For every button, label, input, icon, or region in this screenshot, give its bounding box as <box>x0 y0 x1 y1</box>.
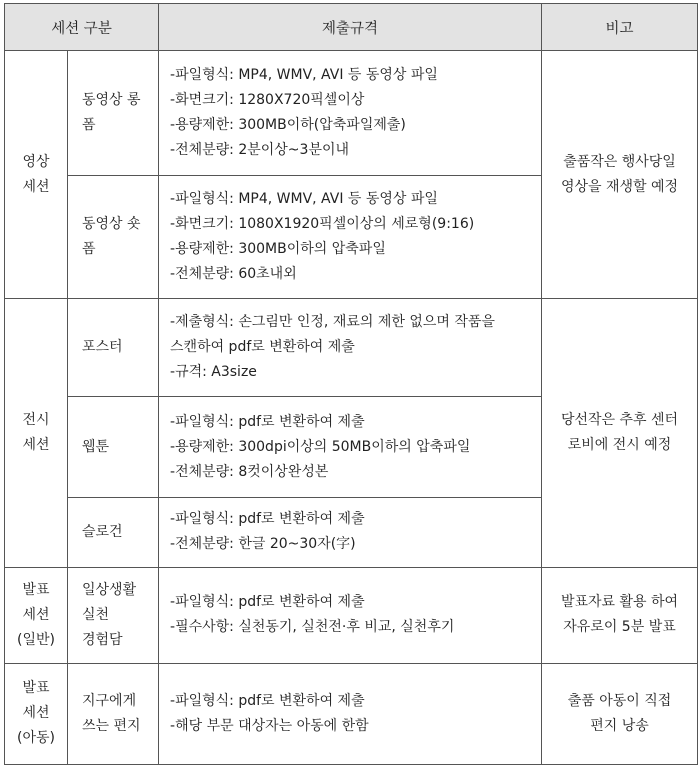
spec-line: -용량제한: 300MB이하(압축파일제출) <box>170 117 406 134</box>
spec-cell <box>159 176 542 299</box>
sub-category-line: 쓰는 편지 <box>82 717 141 734</box>
spec-line: -전체분량: 2분이상~3분이내 <box>170 142 350 159</box>
sub-category-line: 폼 <box>82 241 96 258</box>
sub-category-line: 동영상 숏 <box>82 216 141 233</box>
spec-line: -전체분량: 8컷이상완성본 <box>170 463 329 480</box>
spec-line: 스캔하여 pdf로 변환하여 제출 <box>170 339 355 356</box>
spec-cell <box>159 567 542 663</box>
spec-line: -해당 부문 대상자는 아동에 한함 <box>170 717 369 734</box>
sub-category-line: 폼 <box>82 117 96 134</box>
note-line: 발표자료 활용 하여 <box>560 594 679 611</box>
section-category <box>5 299 68 567</box>
sub-category <box>68 299 159 397</box>
note-cell <box>542 299 698 567</box>
spec-line: -화면크기: 1080X1920픽셀이상의 세로형(9:16) <box>170 216 475 233</box>
category-line: 세션 <box>22 606 50 623</box>
category-line: 세션 <box>22 705 50 722</box>
sub-category-line: 일상생활 <box>82 581 137 598</box>
spec-cell <box>159 663 542 764</box>
sub-category-line: 지구에게 <box>82 692 137 709</box>
sub-category-line: 동영상 롱 <box>82 92 141 109</box>
spec-line: -파일형식: pdf로 변환하여 제출 <box>170 413 365 430</box>
spec-cell <box>159 397 542 497</box>
category-line: 세션 <box>22 437 50 454</box>
note-line: 영상을 재생할 예정 <box>560 178 679 195</box>
spec-line: -필수사항: 실천동기, 실천전·후 비교, 실천후기 <box>170 619 455 636</box>
note-line: 출품 아동이 직접 <box>567 692 672 709</box>
table-row <box>5 51 698 176</box>
sub-category <box>68 567 159 663</box>
category-line: 전시 <box>22 412 50 429</box>
section-category <box>5 567 68 663</box>
category-line: (아동) <box>17 730 55 747</box>
sub-category-line: 슬로건 <box>82 523 123 540</box>
note-line: 자유로이 5분 발표 <box>563 619 676 636</box>
note-line: 출품작은 행사당일 <box>563 153 676 170</box>
header-row <box>5 4 698 51</box>
spec-line: -전체분량: 한글 20~30자(字) <box>170 536 356 553</box>
table-row <box>5 567 698 663</box>
spec-cell <box>159 51 542 176</box>
sub-category <box>68 176 159 299</box>
submission-spec-table <box>4 3 698 765</box>
table-row <box>5 663 698 764</box>
spec-line: -파일형식: pdf로 변환하여 제출 <box>170 511 365 528</box>
note-line: 당선작은 추후 센터 <box>560 412 679 429</box>
sub-category <box>68 51 159 176</box>
category-line: 세션 <box>22 178 50 195</box>
category-line: 발표 <box>22 581 50 598</box>
spec-line: -규격: A3size <box>170 364 257 381</box>
table-row <box>5 299 698 397</box>
spec-line: -파일형식: pdf로 변환하여 제출 <box>170 594 365 611</box>
section-category <box>5 663 68 764</box>
note-line: 로비에 전시 예정 <box>567 437 672 454</box>
spec-line: -용량제한: 300dpi이상의 50MB이하의 압축파일 <box>170 438 471 455</box>
sub-category-line: 웹툰 <box>82 438 110 455</box>
sub-category <box>68 397 159 497</box>
note-cell <box>542 663 698 764</box>
spec-line: -전체분량: 60초내외 <box>170 266 297 283</box>
sub-category-line: 실천 <box>82 606 110 623</box>
category-line: (일반) <box>17 631 55 648</box>
category-line: 영상 <box>22 153 50 170</box>
note-cell <box>542 51 698 299</box>
note-cell <box>542 567 698 663</box>
sub-category <box>68 497 159 567</box>
header-note: 비고 <box>542 4 698 51</box>
note-line: 편지 낭송 <box>590 717 649 734</box>
spec-line: -화면크기: 1280X720픽셀이상 <box>170 92 365 109</box>
spec-cell <box>159 299 542 397</box>
sub-category-line: 포스터 <box>82 339 123 356</box>
spec-line: -제출형식: 손그림만 인정, 재료의 제한 없으며 작품을 <box>170 314 495 331</box>
spec-line: -용량제한: 300MB이하의 압축파일 <box>170 241 386 258</box>
section-category <box>5 51 68 299</box>
sub-category-line: 경험담 <box>82 631 123 648</box>
sub-category <box>68 663 159 764</box>
spec-line: -파일형식: MP4, WMV, AVI 등 동영상 파일 <box>170 191 438 208</box>
header-spec: 제출규격 <box>159 4 542 51</box>
spec-cell <box>159 497 542 567</box>
header-section: 세션 구분 <box>5 4 159 51</box>
spec-line: -파일형식: MP4, WMV, AVI 등 동영상 파일 <box>170 67 438 84</box>
spec-line: -파일형식: pdf로 변환하여 제출 <box>170 692 365 709</box>
category-line: 발표 <box>22 680 50 697</box>
